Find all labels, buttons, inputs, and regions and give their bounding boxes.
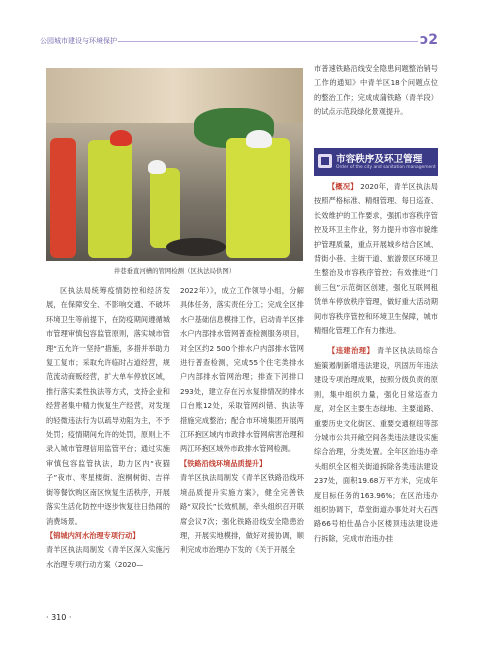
helmet	[110, 130, 132, 146]
header-ornament-icon: ↄ2	[419, 32, 438, 48]
section-banner	[314, 148, 438, 176]
banner-subtitle: Order of the city and sanitation management	[336, 165, 436, 170]
section-heading: 【概况】	[328, 182, 358, 191]
paragraph: 2020年，青羊区执法局按照严格标准、精细管理、每日巡查、长效维护的工作要求，强抓市容秩序管控及环卫主作业，努力提升市容市貌维护管理质量，重点开展城乡结合区域、背街小巷、主街干道、旅游景区环境卫生整治及市容秩序管控；有效推进“门前三包”示范街区创建，强化互联网租赁单车停放秩序管理，做好重大活动期间市容秩序管控和环境卫生保障，城市精细化管理工作有力推进。	[314, 182, 438, 336]
worker-figure	[88, 140, 132, 258]
photo-caption: 井巷垂直河槽的管网检测（区执法局供图）	[113, 267, 236, 275]
page-number: · 310 ·	[46, 613, 72, 622]
banner-square-icon	[318, 154, 332, 168]
section-heading: 【违建治理】	[328, 346, 375, 356]
worker-figure	[226, 138, 290, 258]
paragraph: 区执法局统筹疫情防控和经济发展，在保障安全、不影响交通、不破坏环境卫生等前提下，在防疫期间遵循城市管理审慎包容监管原则，落实城市管理“五允许一坚持”措施，多措并举助力复工复市；采取允许临时占道经营，规范流动商贩经营，扩大单车停放区域，推行落实柔性执法等方式，支持企业和经营者集中精力恢复生产经营，对发现的轻微违法行为以疏导劝阻为主，不予处罚；疫情期间允许的处罚，原则上不录入城市管理信用监管平台；通过实施审慎包容监管执法，助力区内“夜猫子”夜市、枣星楼街、泡桐树街、吉祥街等餐饮购区南区恢复生活秩序，开展落实生活化防控中逐步恢复往日热闹的消费场景。	[46, 286, 170, 526]
worker-figure	[150, 168, 180, 248]
manhole	[166, 238, 226, 256]
paragraph: 青羊区执法局制发《青羊区铁路沿线环境品质提升实施方案》，健全完善铁路“双段长”长效机制，牵头组织召开联席会议7次；强化铁路沿线安全隐患治理，开展实地模排，做好对接协调，顺利完成市治理办下发的《关于开展全	[180, 473, 304, 555]
section-title: 公园城市建设与环境保护	[40, 37, 117, 45]
header-rule	[118, 41, 418, 42]
workers-photo	[46, 68, 303, 261]
paragraph: 青羊区执法局综合施策遏制新增违法建设，巩固历年违法建设专项治理成果，按照分级负责的原则，集中组织力量，强化日常巡查力度，对全区主要生态绿地、主要道路、重要历史文化街区、重要交通枢纽等部分城市公共开敞空间各类违法建设实施综合治理，分类处置。全年区治违办牵头组织全区相关街道拆除各类违法建设237处，面积19.68万平方米，完成年度目标任务的163.96%；在区治违办组织协调下，草堂街道办事处对大石西路66号柏仕晶合小区楼顶违法建设进行拆除，完成市治违办挂	[314, 346, 438, 543]
helmet	[148, 160, 166, 174]
text-column-1	[46, 284, 170, 572]
section-heading: 【锦城内河水治理专项行动】	[46, 530, 140, 540]
helmet	[246, 130, 272, 148]
paragraph: 市普速铁路沿线安全隐患问题整治销号工作的通知》中青羊区18个问题点位的整治工作；完成成蒲铁路（青羊段）的试点示范段绿化景观提升。	[314, 64, 438, 117]
text-column-2	[180, 284, 304, 558]
worker-figure	[50, 138, 76, 258]
text-column-3-top	[314, 62, 438, 120]
running-header	[40, 32, 440, 50]
text-column-3	[314, 180, 438, 546]
paragraph: 青羊区执法局制发《青羊区深入实施污水治理专项行动方案（2020—	[46, 545, 170, 569]
section-heading: 【铁路沿线环境品质提升】	[180, 458, 267, 468]
paragraph: 2022年）》，成立工作领导小组，分解具体任务，落实责任分工；完成全区排水户基础信息模排工作，启动青羊区排水户内部排水管网普查检测服务项目，对全区约2 500个排水户内部排水管网进行普查检测，完成55个住宅类排水户内部排水管网治理；排查下河排口293处，建立存在污水复排情况的排水口台账12处，采取管网纠错、执法等措施完成整治；配合市环境集团开展两江环抱区域内市政排水管网病害治理和两江环抱区域外市政排水管网检测。	[180, 286, 304, 454]
banner-title: 市容秩序及环卫管理	[336, 154, 423, 165]
